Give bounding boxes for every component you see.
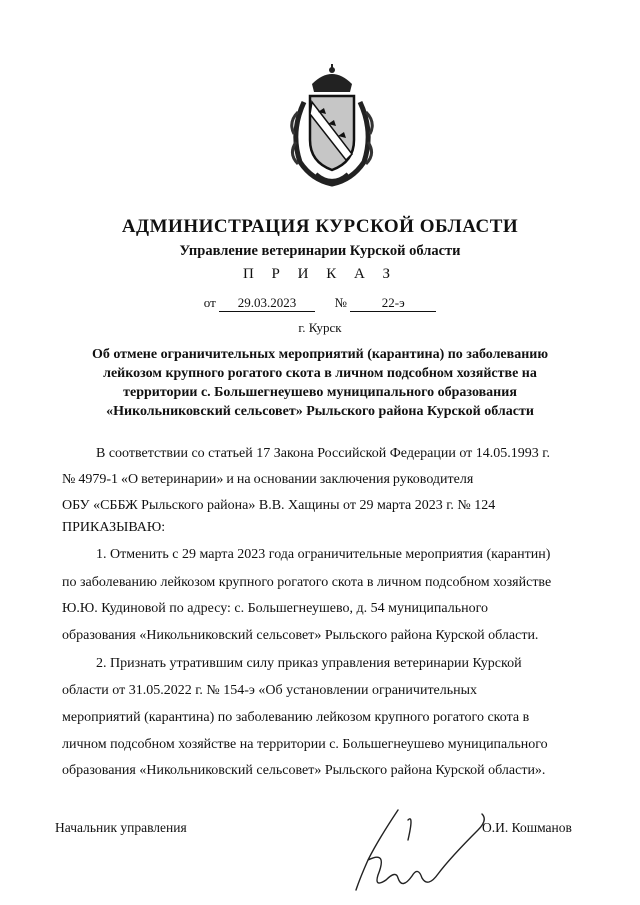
- handwritten-signature: [338, 800, 488, 900]
- number-prefix: №: [334, 295, 347, 310]
- signer-position: Начальник управления: [55, 820, 187, 835]
- order-subject: [70, 345, 570, 421]
- coat-of-arms-icon: [282, 62, 382, 190]
- subject-line: территории с. Большегнеушево муниципального образования: [123, 385, 517, 400]
- city: г. Курск: [298, 320, 342, 335]
- item1-line: 1. Отменить с 29 марта 2023 года ограничительные мероприятия (карантин): [96, 547, 551, 562]
- document-type: П Р И К А З: [242, 266, 398, 282]
- date-prefix: от: [203, 295, 216, 310]
- department-title: Управление ветеринарии Курской области: [179, 243, 461, 259]
- preamble-line: В соответствии со статьей 17 Закона Российской Федерации от 14.05.1993 г.: [96, 446, 550, 461]
- signer-name: О.И. Кошманов: [482, 820, 572, 835]
- item2-line: личном подсобном хозяйстве на территории с. Большегнеушево муниципального: [62, 737, 548, 752]
- order-number: 22-э: [350, 295, 436, 312]
- item2-line: образования «Никольниковский сельсовет» Рыльского района Курской области».: [62, 763, 546, 778]
- preamble-line: ОБУ «СББЖ Рыльского района» В.В. Хащины от 29 марта 2023 г. № 124: [62, 498, 496, 513]
- date-number-line: [0, 295, 640, 312]
- preamble-line: № 4979-1 «О ветеринарии» и на основании заключения руководителя: [62, 472, 474, 487]
- subject-line: лейкозом крупного рогатого скота в личном подсобном хозяйстве на: [103, 366, 537, 381]
- subject-line: Об отмене ограничительных мероприятий (карантина) по заболеванию: [91, 347, 549, 362]
- subject-line: «Никольниковский сельсовет» Рыльского района Курской области: [106, 404, 534, 419]
- item2-line: области от 31.05.2022 г. № 154-э «Об установлении ограничительных: [62, 683, 478, 698]
- item1-line: по заболеванию лейкозом крупного рогатого скота в личном подсобном хозяйстве: [62, 575, 552, 590]
- item1-line: Ю.Ю. Кудиновой по адресу: с. Большегнеушево, д. 54 муниципального: [62, 601, 489, 616]
- order-date: 29.03.2023: [219, 295, 315, 312]
- organization-title: АДМИНИСТРАЦИЯ КУРСКОЙ ОБЛАСТИ: [121, 216, 519, 237]
- item2-line: 2. Признать утратившим силу приказ управления ветеринарии Курской: [96, 656, 522, 671]
- item1-line: образования «Никольниковский сельсовет» Рыльского района Курской области.: [62, 628, 539, 643]
- preamble-decree: ПРИКАЗЫВАЮ:: [62, 520, 166, 535]
- item2-line: мероприятий (карантина) по заболеванию лейкозом крупного рогатого скота в: [62, 710, 530, 725]
